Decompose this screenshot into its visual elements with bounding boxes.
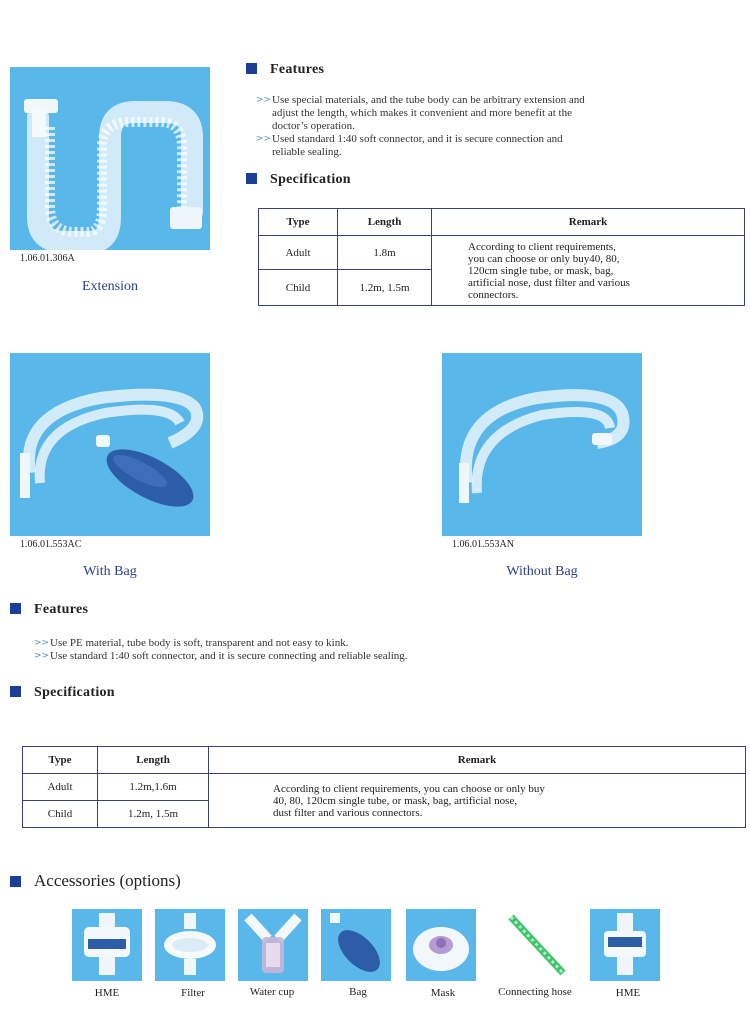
with-bag-caption: With Bag <box>83 564 137 579</box>
table-header-row <box>23 747 746 774</box>
features-list <box>256 94 676 159</box>
accessories-heading: Accessories (options) <box>10 871 181 891</box>
bullet-arrow-icon: >> <box>34 638 50 648</box>
accessory-label: Bag <box>349 986 367 998</box>
feature-item: >> Use standard 1:40 soft connector, and it is secure connecting and reliable sealing. <box>34 650 408 662</box>
features-heading: Features <box>10 602 88 618</box>
mask-icon <box>406 909 476 981</box>
breathing-circuit-with-bag-image <box>10 353 210 553</box>
with-bag-photo <box>10 353 210 553</box>
type-cell: Adult <box>259 236 338 270</box>
specification-heading: Specification <box>10 685 115 701</box>
connecting-hose-icon <box>503 909 573 981</box>
extension-caption: Extension <box>82 279 138 294</box>
hme-icon <box>590 909 660 981</box>
feature-item: >> Use PE material, tube body is soft, transparent and not easy to kink. <box>34 637 349 649</box>
accessory-label: Connecting hose <box>498 986 572 998</box>
specification-table <box>258 208 745 306</box>
accessory-filter-photo <box>155 909 225 981</box>
feature-item: >> Use special materials, and the tube body can be arbitrary extension and adjust the length, which makes it convenient and more benefit at the doctor’s operation. <box>256 94 585 132</box>
heading-square-icon <box>10 686 21 697</box>
bullet-arrow-icon: >> <box>256 134 272 144</box>
column-header: Type <box>23 747 98 774</box>
accessory-mask-photo <box>406 909 476 981</box>
without-bag-photo <box>442 353 642 553</box>
extension-tube-image <box>10 67 210 267</box>
product-code: 1.06.01.306A <box>10 250 210 267</box>
table-row <box>23 774 746 801</box>
accessory-hme-2-photo <box>590 909 660 981</box>
features-list <box>34 637 534 663</box>
accessory-label: HME <box>615 987 641 999</box>
length-cell: 1.2m,1.6m <box>98 774 209 801</box>
heading-square-icon <box>246 173 257 184</box>
remark-cell: According to client requirements, you can choose or only buy40, 80, 120cm single tube, or mask, bag, artificial nose, dust filter and various connectors. <box>432 236 745 306</box>
column-header: Remark <box>209 747 746 774</box>
length-cell: 1.2m, 1.5m <box>338 270 432 306</box>
accessory-label: Mask <box>430 987 456 999</box>
column-header: Remark <box>432 209 745 236</box>
accessory-hme-photo <box>72 909 142 981</box>
column-header: Length <box>338 209 432 236</box>
product-code: 1.06.01.553AC <box>10 536 210 553</box>
specification-table <box>22 746 746 828</box>
column-header: Type <box>259 209 338 236</box>
filter-icon <box>155 909 225 981</box>
product-code: 1.06.01.553AN <box>442 536 642 553</box>
features-heading: Features <box>246 62 324 78</box>
accessory-water-cup-photo <box>238 909 308 981</box>
accessory-label: HME <box>94 987 120 999</box>
accessory-label: Filter <box>181 987 205 999</box>
heading-square-icon <box>10 876 21 887</box>
bag-icon <box>321 909 391 981</box>
length-cell: 1.2m, 1.5m <box>98 801 209 828</box>
breathing-circuit-without-bag-image <box>442 353 642 553</box>
without-bag-caption: Without Bag <box>506 564 578 579</box>
extension-tube-photo <box>10 67 210 267</box>
accessory-connecting-hose-photo <box>503 909 573 981</box>
length-cell: 1.8m <box>338 236 432 270</box>
type-cell: Adult <box>23 774 98 801</box>
table-header-row <box>259 209 745 236</box>
specification-heading: Specification <box>246 172 351 188</box>
remark-cell: According to client requirements, you can choose or only buy 40, 80, 120cm single tube, or mask, bag, artificial nose, dust filter and various connectors. <box>209 774 746 828</box>
feature-item: >> Used standard 1:40 soft connector, and it is secure connection and reliable sealing. <box>256 133 563 158</box>
hme-icon <box>72 909 142 981</box>
accessory-bag-photo <box>321 909 391 981</box>
water-cup-icon <box>238 909 308 981</box>
type-cell: Child <box>23 801 98 828</box>
accessory-label: Water cup <box>249 986 295 998</box>
heading-square-icon <box>10 603 21 614</box>
bullet-arrow-icon: >> <box>256 95 272 105</box>
column-header: Length <box>98 747 209 774</box>
table-row <box>259 236 745 270</box>
heading-square-icon <box>246 63 257 74</box>
bullet-arrow-icon: >> <box>34 651 50 661</box>
type-cell: Child <box>259 270 338 306</box>
